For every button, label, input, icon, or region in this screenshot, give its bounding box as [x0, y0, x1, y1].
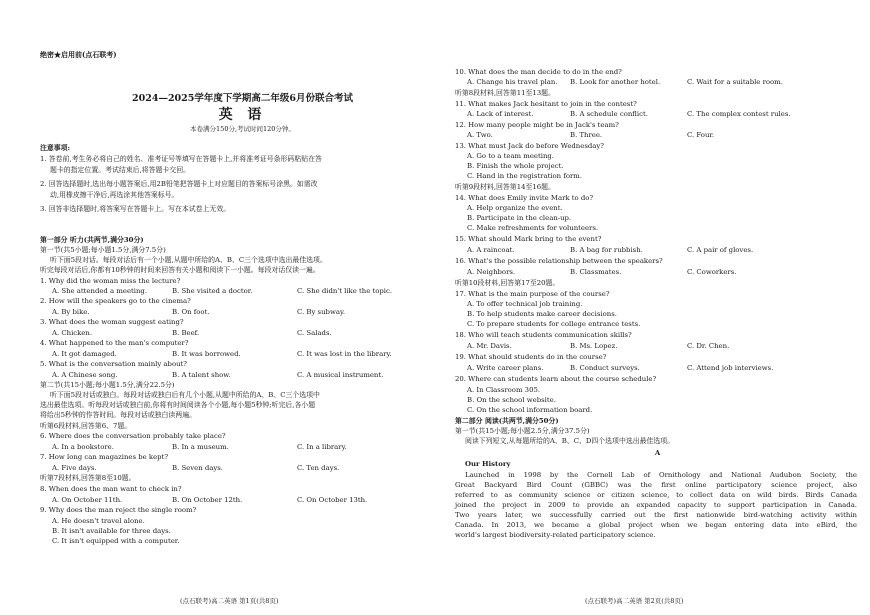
subject-title: 英 语 — [218, 107, 267, 123]
question-9-stem: 9. Why does the man reject the single room? — [40, 506, 197, 514]
q5-option-a: A. A Chinese song. — [52, 371, 118, 379]
passage-line: world's largest biodiversity-related participatory science. — [455, 531, 656, 539]
listening-group-6: 听第6段材料,回答第6、7题。 — [40, 422, 132, 430]
q4-option-b: B. It was borrowed. — [172, 350, 241, 358]
q2-option-a: A. By bike. — [52, 308, 90, 316]
q1-option-a: A. She attended a meeting. — [52, 287, 148, 295]
section2-instruction: 将给出5秒钟的作答时间。每段对话或独白读两遍。 — [40, 411, 196, 419]
q12-option-a: A. Two. — [467, 131, 493, 139]
reading-instruction: 阅读下列短文,从每题所给的A、B、C、D四个选项中选出最佳选项。 — [465, 437, 675, 445]
q17-option-b: B. To help students make career decisions. — [467, 310, 617, 318]
section2-title: 第二节(共15小题;每小题1.5分,满分22.5分) — [40, 381, 175, 389]
listening-group-10: 听第10段材料,回答第17至20题。 — [455, 279, 560, 287]
q19-option-a: A. Write career plans. — [467, 364, 544, 372]
q16-option-a: A. Neighbors. — [467, 268, 516, 276]
note-line: 题卡的指定位置。考试结束后,将答题卡交回。 — [50, 166, 191, 174]
q13-option-a: A. Go to a team meeting. — [467, 152, 554, 160]
question-13-stem: 13. What must Jack do before Wednesday? — [455, 142, 604, 150]
question-8-stem: 8. When does the man want to check in? — [40, 485, 182, 493]
q4-option-a: A. It got damaged. — [52, 350, 117, 358]
q18-option-a: A. Mr. Davis. — [467, 342, 512, 350]
q7-option-a: A. Five days. — [52, 464, 97, 472]
exam-info: 本卷满分150分,考试时间120分钟。 — [190, 125, 295, 133]
q14-option-c: C. Make refreshments for volunteers. — [467, 224, 599, 232]
q1-option-b: B. She visited a doctor. — [172, 287, 253, 295]
question-7-stem: 7. How long can magazines be kept? — [40, 453, 169, 461]
q15-option-b: B. A bag for rubbish. — [570, 246, 643, 254]
q6-option-a: A. In a bookstore. — [52, 443, 114, 451]
q7-option-b: B. Seven days. — [172, 464, 223, 472]
q3-option-b: B. Beef. — [172, 329, 200, 337]
q10-option-b: B. Look for another hotel. — [570, 78, 661, 86]
q16-option-c: C. Coworkers. — [687, 268, 737, 276]
q12-option-b: B. Three. — [570, 131, 603, 139]
note-line: 1. 答卷前,考生务必将自己的姓名、准考证号等填写在答题卡上,并将准考证号条形码粘贴在答 — [40, 155, 322, 163]
q9-option-c: C. It isn't equipped with a computer. — [52, 537, 180, 545]
q18-option-b: B. Ms. Lopez. — [570, 342, 618, 350]
q6-option-c: C. In a library. — [297, 443, 347, 451]
q8-option-a: A. On October 11th. — [52, 496, 123, 504]
question-16-stem: 16. What's the possible relationship between the speakers? — [455, 257, 663, 265]
part2-title: 第二部分 阅读(共两节,满分50分) — [455, 417, 559, 425]
exam-title: 2024—2025学年度下学期高二年级6月份联合考试 — [132, 93, 353, 104]
q19-option-b: B. Conduct surveys. — [570, 364, 640, 372]
question-6-stem: 6. Where does the conversation probably take place? — [40, 432, 226, 440]
reading-section1-title: 第一节(共15小题;每小题2.5分,满分37.5分) — [455, 427, 590, 435]
question-15-stem: 15. What should Mark bring to the event? — [455, 235, 602, 243]
question-3-stem: 3. What does the woman suggest eating? — [40, 318, 184, 326]
q8-option-b: B. On October 12th. — [172, 496, 243, 504]
passage-line: joined the project in 2009 to provide an expanded capacity to support participation in Canada. — [455, 501, 857, 509]
question-17-stem: 17. What is the main purpose of the course? — [455, 290, 610, 298]
question-19-stem: 19. What should students do in the course? — [455, 353, 607, 361]
q10-option-c: C. Wait for a suitable room. — [687, 78, 783, 86]
listening-group-9: 听第9段材料,回答第14至16题。 — [455, 183, 555, 191]
question-5-stem: 5. What is the conversation mainly about? — [40, 360, 188, 368]
q17-option-c: C. To prepare students for college entrance tests. — [467, 320, 641, 328]
q2-option-c: C. By subway. — [297, 308, 346, 316]
q1-option-c: C. She didn't like the topic. — [297, 287, 393, 295]
question-10-stem: 10. What does the man decide to do in the end? — [455, 68, 622, 76]
q5-option-c: C. A musical instrument. — [297, 371, 384, 379]
q19-option-c: C. Attend job interviews. — [687, 364, 774, 372]
q14-option-a: A. Help organize the event. — [467, 204, 563, 212]
q5-option-b: B. A talent show. — [172, 371, 231, 379]
listening-group-7: 听第7段材料,回答第8至10题。 — [40, 474, 136, 482]
q11-option-a: A. Lack of interest. — [467, 110, 534, 118]
q18-option-c: C. Dr. Chen. — [687, 342, 730, 350]
question-2-stem: 2. How will the speakers go to the cinema? — [40, 297, 191, 305]
q13-option-b: B. Finish the whole project. — [467, 162, 564, 170]
note-line: 2. 回答选择题时,选出每小题答案后,用2B铅笔把答题卡上对应题目的答案标号涂黑。如需改 — [40, 180, 318, 188]
q20-option-a: A. In Classroom 305. — [467, 386, 541, 394]
q12-option-c: C. Four. — [687, 131, 715, 139]
section1-title: 第一节(共5小题;每小题1.5分,满分7.5分) — [40, 246, 166, 254]
confidential-label: 绝密★启用前(点石联考) — [40, 50, 117, 59]
question-12-stem: 12. How many people might be in Jack's team? — [455, 121, 619, 129]
part1-title: 第一部分 听力(共两节,满分30分) — [40, 236, 144, 244]
q8-option-c: C. On October 13th. — [297, 496, 368, 504]
q13-option-c: C. Hand in the registration form. — [467, 172, 583, 180]
passage-line: referred to as community science or citizen science, to collect data on wild birds. Birds Canada — [455, 491, 857, 499]
note-line: 3. 回答非选择题时,将答案写在答题卡上。写在本试卷上无效。 — [40, 205, 231, 213]
q15-option-a: A. A raincoat. — [467, 246, 515, 254]
question-4-stem: 4. What happened to the man's computer? — [40, 339, 189, 347]
note-line: 动,用橡皮擦干净后,再选涂其他答案标号。 — [50, 191, 179, 199]
section1-instruction: 听下面5段对话。每段对话后有一个小题,从题中所给的A、B、C三个选项中选出最佳选项。 — [50, 256, 327, 264]
q20-option-c: C. On the school information board. — [467, 406, 593, 414]
q9-option-b: B. It isn't available for three days. — [52, 527, 171, 535]
passage-line: Great Backyard Bird Count (GBBC) was the first online participatory science project, also — [455, 481, 857, 489]
question-20-stem: 20. Where can students learn about the course schedule? — [455, 375, 657, 383]
section2-instruction: 选出最佳选项。听每段对话或独白前,你将有时间阅读各个小题,每小题5秒钟;听完后,各小题 — [40, 401, 316, 409]
question-18-stem: 18. Who will teach students communication skills? — [455, 331, 632, 339]
q11-option-b: B. A schedule conflict. — [570, 110, 648, 118]
question-14-stem: 14. What does Emily invite Mark to do? — [455, 194, 594, 202]
section1-instruction: 听完每段对话后,你都有10秒钟的时间来回答有关小题和阅读下一小题。每段对话仅读一遍。 — [40, 266, 320, 274]
question-11-stem: 11. What makes Jack hesitant to join in the contest? — [455, 100, 637, 108]
q6-option-b: B. In a museum. — [172, 443, 229, 451]
question-1-stem: 1. Why did the woman miss the lecture? — [40, 277, 181, 285]
passage-line: Canada. In 2013, we became a global project when we began entering data into eBird, the — [455, 521, 857, 529]
q9-option-a: A. He doesn't travel alone. — [52, 517, 145, 525]
q15-option-c: C. A pair of gloves. — [687, 246, 754, 254]
passage-line: Launched in 1998 by the Cornell Lab of Ornithology and National Audubon Society, the — [465, 471, 857, 479]
q17-option-a: A. To offer technical job training. — [467, 300, 583, 308]
q11-option-c: C. The complex contest rules. — [687, 110, 791, 118]
passage-title: Our History — [465, 460, 511, 468]
q10-option-a: A. Change his travel plan. — [467, 78, 558, 86]
q16-option-b: B. Classmates. — [570, 268, 622, 276]
q2-option-b: B. On foot. — [172, 308, 210, 316]
q7-option-c: C. Ten days. — [297, 464, 340, 472]
q3-option-c: C. Salads. — [297, 329, 332, 337]
passage-line: Two years later, we successfully carried out the first nationwide bird-watching activity within — [455, 511, 857, 519]
q4-option-c: C. It was lost in the library. — [297, 350, 392, 358]
q3-option-a: A. Chicken. — [52, 329, 93, 337]
q20-option-b: B. On the school website. — [467, 396, 556, 404]
passage-label: A — [654, 449, 661, 457]
q14-option-b: B. Participate in the clean-up. — [467, 214, 572, 222]
notes-title: 注意事项: — [40, 144, 71, 152]
section2-instruction: 听下面5段对话或独白。每段对话或独白后有几个小题,从题中所给的A、B、C三个选项中 — [50, 391, 320, 399]
footer-page-2: (点石联考)高二英语 第2页(共8页) — [585, 597, 684, 605]
listening-group-8: 听第8段材料,回答第11至13题。 — [455, 89, 555, 97]
footer-page-1: (点石联考)高二英语 第1页(共8页) — [180, 597, 279, 605]
